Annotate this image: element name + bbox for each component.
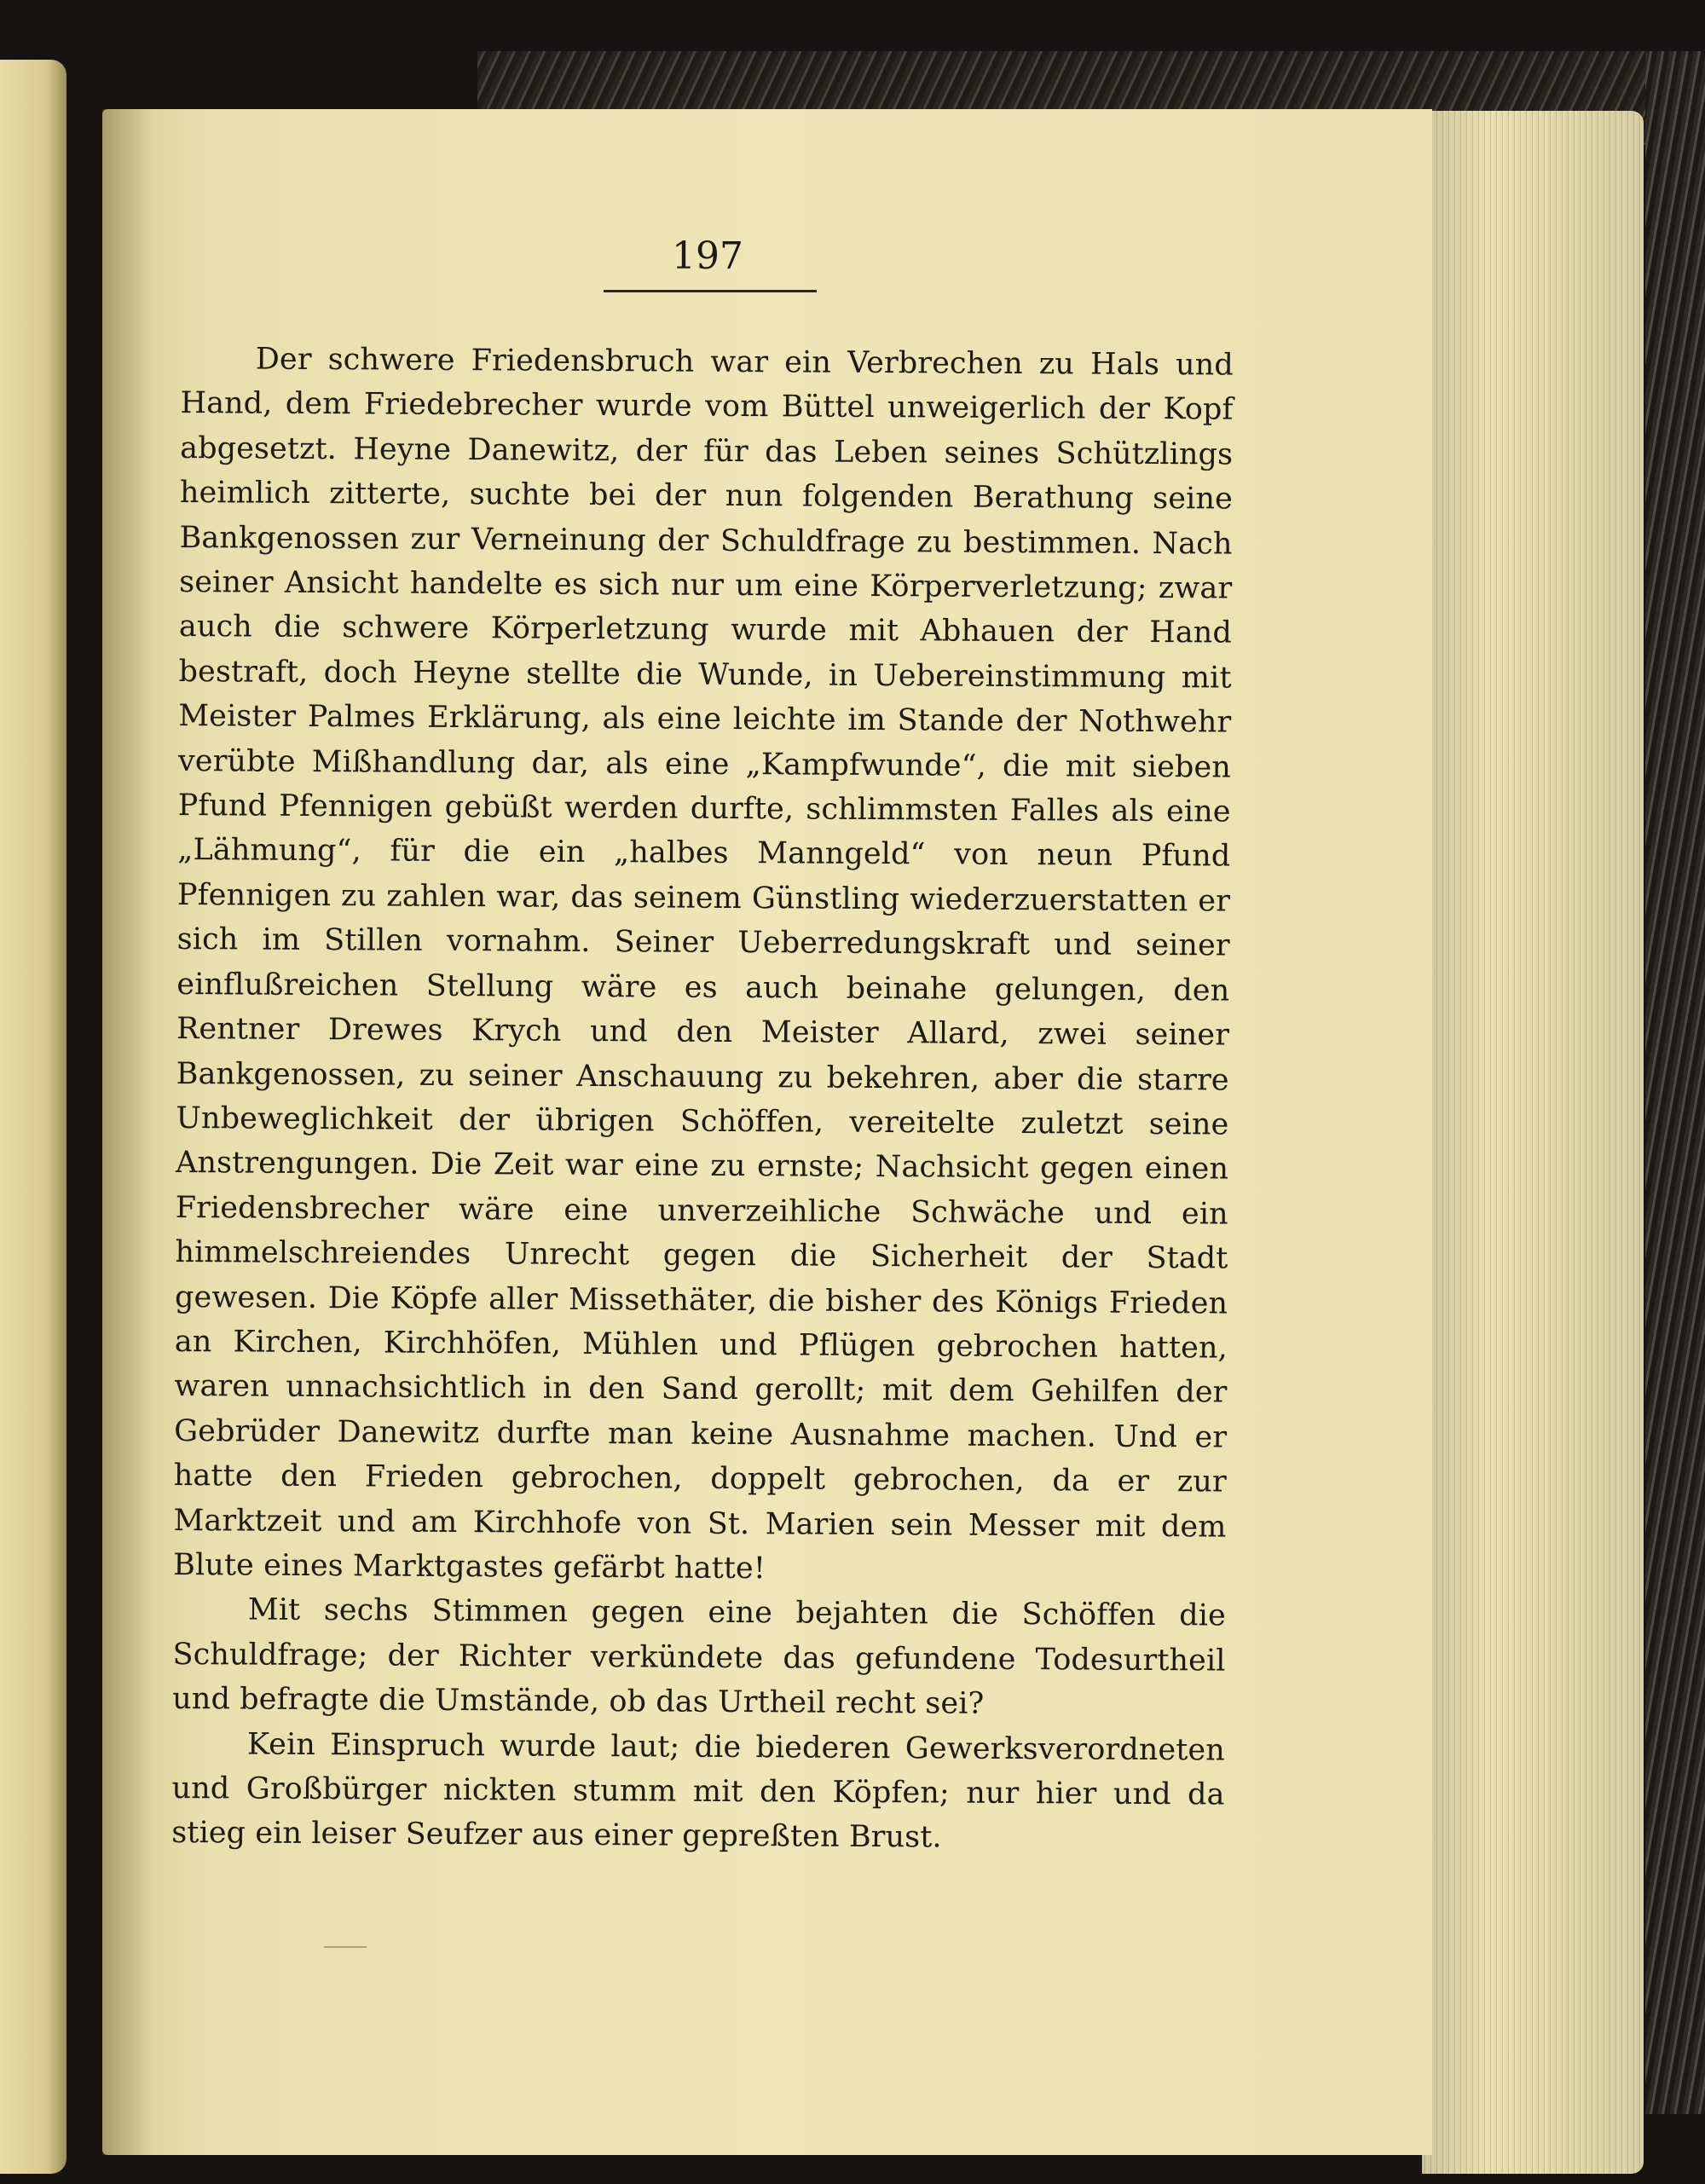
stray-mark <box>324 1946 367 1948</box>
gutter-shadow <box>102 109 153 2155</box>
page-block-edge <box>1422 111 1644 2174</box>
book-cover-edge <box>1645 51 1705 2114</box>
paragraph: Mit sechs Stimmen gegen eine bejahten die Schöffen die Schuldfrage; der Richter verkündete das gefundene Todesurtheil und befragte die Umstände, ob das Urtheil recht sei? <box>172 1592 1226 1721</box>
paragraph: Kein Einspruch wurde laut; die biederen Gewerksverordneten und Großbürger nickten stumm mit den Köpfen; nur hier und da stieg ein leiser Seufzer aus einer gepreßten Brust. <box>171 1727 1226 1855</box>
header-rule <box>604 290 817 292</box>
page-body <box>171 337 1234 1862</box>
page-number: 197 <box>672 234 743 278</box>
facing-page-edge <box>0 60 66 2174</box>
paragraph: Der schwere Friedensbruch war ein Verbrechen zu Hals und Hand, dem Friedebrecher wurde vom Büttel unweigerlich der Kopf abgesetzt. Heyne Danewitz, der für das Leben seines Schützlings heimlich zitterte, suchte bei der nun folgenden Berathung seine Bankgenossen zur Verneinung der Schuldfrage zu bestimmen. Nach seiner Ansicht handelte es sich nur um eine Körperverletzung; zwar auch die schwere Körperletzung wurde mit Abhauen der Hand bestraft, doch Heyne stellte die Wunde, in Uebereinstimmung mit Meister Palmes Erklärung, als eine leichte im Stande der Nothwehr verübte Mißhandlung dar, als eine „Kampfwunde“, die mit sieben Pfund Pfennigen gebüßt werden durfte, schlimmsten Falles als eine „Lähmung“, für die ein „halbes Manngeld“ von neun Pfund Pfennigen zu zahlen war, das seinem Günstling wiederzuerstatten er sich im Stillen vornahm. Seiner Ueberredungskraft und seiner einflußreichen Stellung wäre es auch beinahe gelungen, den Rentner Drewes Krych und den Meister Allard, zwei seiner Bankgenossen, zu seiner Anschauung zu bekehren, aber die starre Unbeweglichkeit der übrigen Schöffen, vereitelte zuletzt seine Anstrengungen. Die Zeit war eine zu ernste; Nachsicht gegen einen Friedensbrecher wäre eine unverzeihliche Schwäche und ein himmelschreiendes Unrecht gegen die Sicherheit der Stadt gewesen. Die Köpfe aller Missethäter, die bisher des Königs Frieden an Kirchen, Kirchhöfen, Mühlen und Pflügen gebrochen hatten, waren unnachsichtlich in den Sand gerollt; mit dem Gehilfen der Gebrüder Danewitz durfte man keine Ausnahme machen. Und er hatte den Frieden gebrochen, doppelt gebrochen, da er zur Marktzeit und am Kirchhofe von St. Marien sein Messer mit dem Blute eines Marktgastes gefärbt hatte! <box>173 342 1234 1586</box>
